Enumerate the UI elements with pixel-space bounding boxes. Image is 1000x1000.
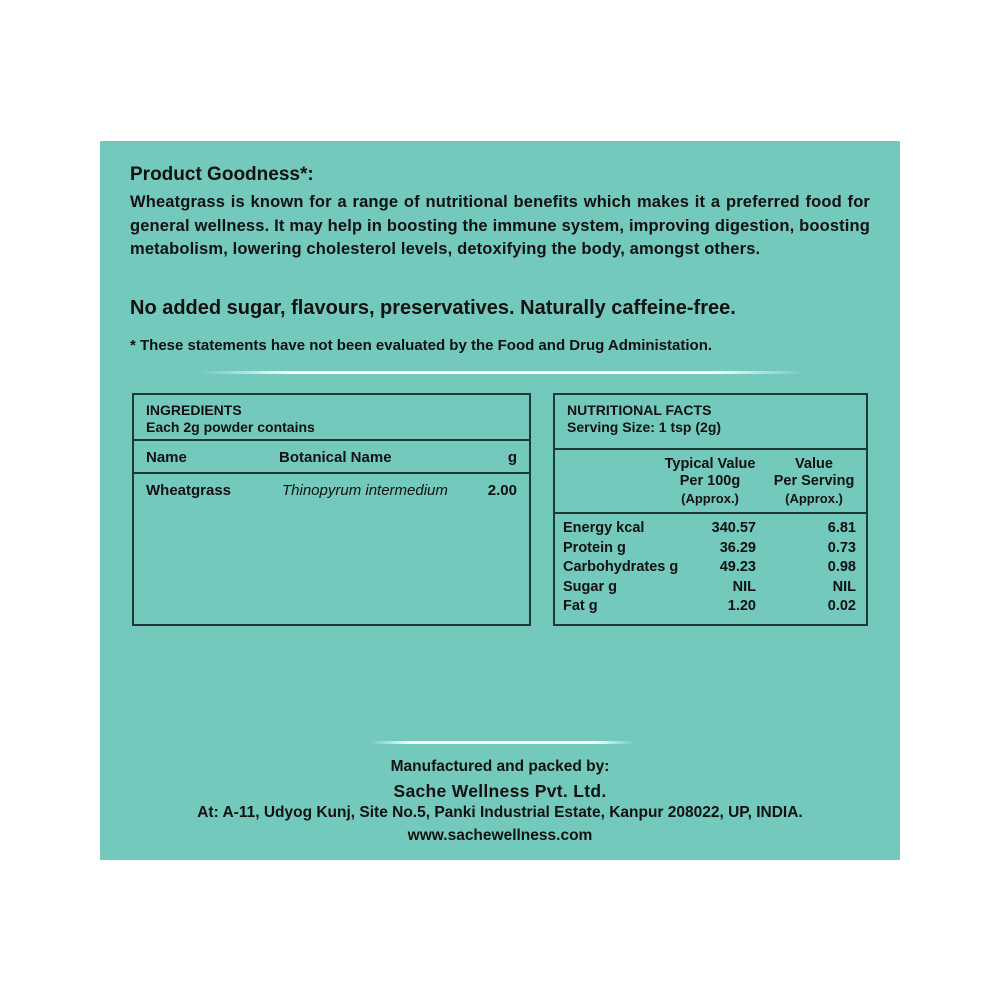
- col-grams: g: [507, 449, 517, 466]
- ingredient-botanical: Thinopyrum intermedium: [282, 482, 448, 499]
- col-per-serving-l3: (Approx.): [785, 491, 843, 506]
- col-per-serving-l2: Per Serving: [773, 473, 855, 489]
- col-per-serving-l1: Value: [795, 456, 833, 472]
- divider-bottom: [370, 741, 635, 744]
- row-serving: 6.81: [827, 520, 856, 536]
- nutrition-box: [553, 393, 868, 626]
- col-per-100g-l3: (Approx.): [681, 491, 739, 506]
- ingredients-column-headers: [134, 441, 529, 474]
- row-serving: 0.02: [827, 598, 856, 614]
- product-goodness-heading: Product Goodness*:: [130, 164, 314, 185]
- table-row: [555, 540, 866, 560]
- row-per100: 36.29: [719, 539, 756, 556]
- table-row: [555, 598, 866, 618]
- ingredients-title: INGREDIENTS: [146, 402, 242, 418]
- website-link: www.sachewellness.com: [407, 827, 593, 844]
- row-serving: 0.73: [827, 539, 856, 556]
- row-per100: 1.20: [727, 598, 756, 614]
- nutrition-title: NUTRITIONAL FACTS: [567, 402, 712, 418]
- row-serving: NIL: [832, 578, 856, 595]
- nutrition-column-headers: [555, 450, 866, 514]
- row-label: Fat g: [563, 598, 598, 614]
- ingredient-name: Wheatgrass: [146, 482, 232, 499]
- claims-statement: No added sugar, flavours, preservatives. Naturally caffeine-free.: [130, 297, 736, 319]
- row-per100: 49.23: [719, 559, 756, 575]
- col-per-100g: [655, 456, 765, 507]
- table-row: [555, 579, 866, 599]
- fda-disclaimer: * These statements have not been evaluated by the Food and Drug Administation.: [130, 337, 713, 354]
- product-goodness-text: Wheatgrass is known for a range of nutritional benefits which makes it a preferred food for general wellness. It may help in boosting the immune system, improving digestion, boosting metabolism, lowering cholesterol levels, detoxifying the body, amongst others.: [130, 193, 870, 258]
- col-per-100g-l2: Per 100g: [679, 473, 741, 489]
- col-per-serving: [769, 456, 859, 507]
- row-label: Carbohydrates g: [563, 559, 679, 575]
- col-botanical: Botanical Name: [279, 449, 392, 466]
- nutrition-header: [555, 395, 866, 450]
- company-name: Sache Wellness Pvt. Ltd.: [393, 781, 607, 801]
- row-label: Protein g: [563, 539, 626, 556]
- divider-top: [200, 371, 805, 374]
- row-per100: 340.57: [711, 520, 756, 536]
- row-label: Energy kcal: [563, 520, 645, 536]
- ingredients-box: [132, 393, 531, 626]
- table-row: [555, 520, 866, 540]
- row-label: Sugar g: [563, 578, 617, 595]
- serving-size: Serving Size: 1 tsp (2g): [567, 419, 722, 435]
- ingredients-header: [134, 395, 529, 441]
- row-serving: 0.98: [827, 559, 856, 575]
- label-panel: [100, 141, 900, 860]
- col-per-100g-l1: Typical Value: [664, 456, 756, 472]
- col-name: Name: [146, 449, 187, 466]
- row-per100: NIL: [732, 578, 756, 595]
- ingredient-grams: 2.00: [487, 482, 517, 499]
- manufactured-by: Manufactured and packed by:: [390, 758, 610, 775]
- table-row: [134, 474, 529, 514]
- nutrition-rows: [555, 514, 866, 618]
- table-row: [555, 559, 866, 579]
- company-address: At: A-11, Udyog Kunj, Site No.5, Panki Industrial Estate, Kanpur 208022, UP, INDIA.: [197, 804, 803, 821]
- ingredients-subtitle: Each 2g powder contains: [146, 419, 315, 435]
